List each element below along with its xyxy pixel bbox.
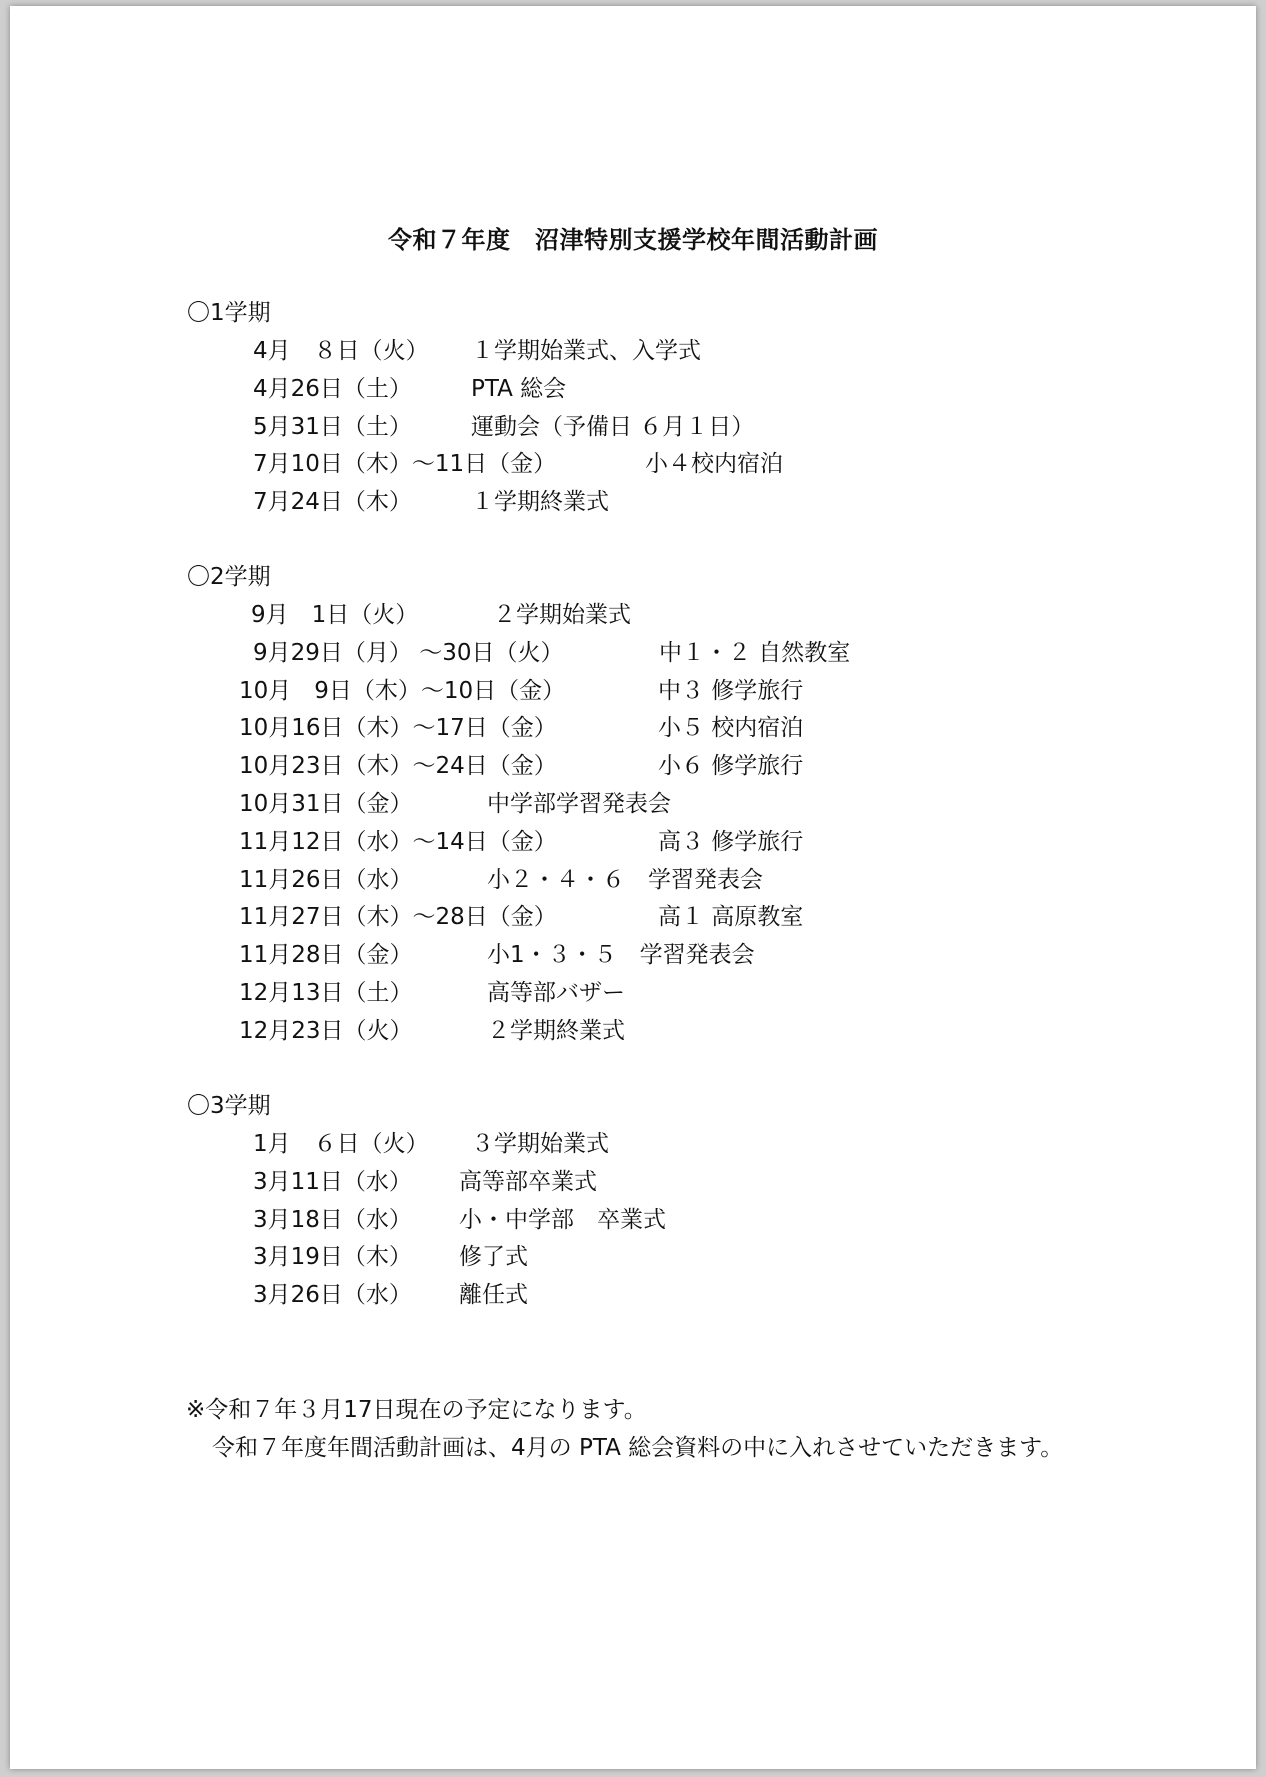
event-name: 小４校内宿泊 xyxy=(645,451,783,478)
event-date: 9月29日（月） ～30日（火） xyxy=(253,639,564,666)
footnote xyxy=(186,1391,1116,1467)
list-item xyxy=(187,672,850,710)
list-item xyxy=(187,1276,666,1314)
event-name: ２学期終業式 xyxy=(487,1017,625,1044)
event-date: 3月26日（水） xyxy=(253,1282,412,1309)
event-date: 11月12日（水）～14日（金） xyxy=(239,828,557,855)
event-date: 10月16日（木）～17日（金） xyxy=(239,715,557,742)
event-name: ３学期始業式 xyxy=(471,1131,609,1157)
event-date: 1月 ６日（火） xyxy=(253,1131,429,1157)
list-item xyxy=(187,861,850,899)
event-name: 小６ 修学旅行 xyxy=(658,753,804,780)
event-name: PTA 総会 xyxy=(471,375,567,402)
event-date: 9月 1日（火） xyxy=(251,602,419,628)
list-item xyxy=(187,445,783,483)
term-heading: 〇1学期 xyxy=(187,300,271,326)
list-item xyxy=(187,483,783,521)
event-name: 高等部卒業式 xyxy=(459,1168,597,1195)
event-name: 運動会（予備日 ６月１日） xyxy=(471,413,755,440)
event-name: 小1・３・５ 学習発表会 xyxy=(487,942,755,969)
event-date: 11月26日（水） xyxy=(239,866,413,893)
event-date: 3月11日（水） xyxy=(253,1168,412,1195)
list-item xyxy=(187,1238,666,1276)
event-date: 10月23日（木）～24日（金） xyxy=(239,753,557,780)
term-3-section xyxy=(187,1087,666,1314)
event-date: 11月28日（金） xyxy=(239,942,413,969)
term-heading: 〇3学期 xyxy=(187,1093,271,1119)
list-item xyxy=(187,898,850,936)
event-date: 10月 9日（木）～10日（金） xyxy=(239,677,566,704)
event-date: 7月10日（木）～11日（金） xyxy=(253,451,557,478)
event-name: 小・中学部 卒業式 xyxy=(459,1206,666,1233)
page-title: 令和７年度 沼津特別支援学校年間活動計画 xyxy=(388,226,878,254)
list-item xyxy=(187,332,783,370)
list-item xyxy=(187,747,850,785)
event-date: 4月26日（土） xyxy=(253,375,412,402)
event-date: 7月24日（木） xyxy=(253,489,412,516)
list-item xyxy=(187,936,850,974)
event-date: 11月27日（木）～28日（金） xyxy=(239,904,557,931)
list-item xyxy=(187,596,850,634)
list-item xyxy=(187,1012,850,1050)
event-name: 中学部学習発表会 xyxy=(487,790,671,817)
event-name: 高３ 修学旅行 xyxy=(658,828,804,855)
term-heading: 〇2学期 xyxy=(187,564,271,590)
footnote-line: ※令和７年３月17日現在の予定になります。 xyxy=(186,1397,647,1423)
event-name: 修了式 xyxy=(459,1244,528,1271)
event-name: ２学期始業式 xyxy=(493,602,631,628)
list-item xyxy=(187,634,850,672)
event-date: 12月23日（火） xyxy=(239,1017,413,1044)
event-name: 小２・４・６ 学習発表会 xyxy=(487,866,763,893)
event-name: 中１・２ 自然教室 xyxy=(659,639,851,666)
event-name: 高等部バザー xyxy=(487,979,625,1006)
list-item xyxy=(187,709,850,747)
term-1-section xyxy=(187,294,783,521)
event-name: 中３ 修学旅行 xyxy=(658,677,804,704)
list-item xyxy=(187,974,850,1012)
list-item xyxy=(187,370,783,408)
list-item xyxy=(187,1125,666,1163)
term-2-section xyxy=(187,558,850,1050)
event-date: 12月13日（土） xyxy=(239,979,413,1006)
event-name: １学期始業式、入学式 xyxy=(471,338,701,364)
event-name: 離任式 xyxy=(459,1282,528,1309)
event-name: 小５ 校内宿泊 xyxy=(658,715,804,742)
footnote-body: 令和７年度年間活動計画は、4月の PTA 総会資料の中に入れさせていただきます。 xyxy=(212,1435,1064,1461)
event-name: １学期終業式 xyxy=(471,489,609,516)
event-date: 4月 ８日（火） xyxy=(253,338,429,364)
list-item xyxy=(187,1201,666,1239)
event-date: 10月31日（金） xyxy=(239,790,413,817)
event-date: 5月31日（土） xyxy=(253,413,412,440)
document-page xyxy=(10,6,1256,1769)
event-date: 3月19日（木） xyxy=(253,1244,412,1271)
list-item xyxy=(187,1163,666,1201)
event-date: 3月18日（水） xyxy=(253,1206,412,1233)
list-item xyxy=(187,408,783,446)
list-item xyxy=(187,823,850,861)
event-name: 高１ 高原教室 xyxy=(658,904,804,931)
list-item xyxy=(187,785,850,823)
